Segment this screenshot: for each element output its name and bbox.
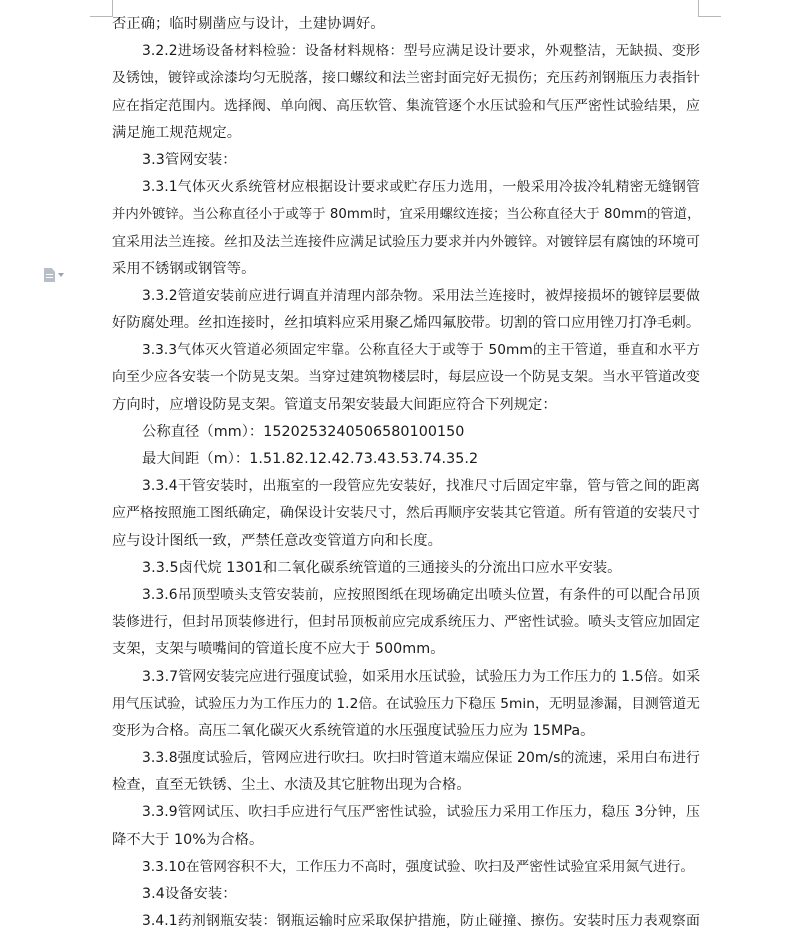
text-line: 否正确；临时剔凿应与设计，土建协调好。 bbox=[112, 16, 385, 32]
text-line: 3.3.3气体灭火管道必须固定牢靠。公称直径大于或等于 50mm的主干管道，垂直和水平方 bbox=[142, 342, 700, 359]
text-line: 好防腐处理。丝扣连接时，丝扣填料应采用聚乙烯四氟胶带。切割的管口应用锉刀打净毛刺。 bbox=[112, 315, 700, 332]
text-line: 最大间距（m）：1.51.82.12.42.73.43.53.74.35.2 bbox=[142, 451, 479, 467]
text-line: 变形为合格。高压二氧化碳灭火系统管道的水压强度试验压力应为 15MPa。 bbox=[112, 722, 595, 739]
text-line: 宜采用法兰连接。丝扣及法兰连接件应满足试验压力要求并内外镀锌。对镀锌层有腐蚀的环境可 bbox=[112, 233, 700, 250]
text-line: 3.3.4干管安装时，出瓶室的一段管应先安装好，找准尺寸后固定牢靠，管与管之间的距离 bbox=[142, 478, 700, 495]
text-line: 3.3.5卤代烷 1301和二氧化碳系统管道的三通接头的分流出口应水平安装。 bbox=[142, 559, 622, 576]
text-line: 检查，直至无铁锈、尘土、水渍及其它脏物出现为合格。 bbox=[112, 777, 471, 794]
text-line: 并内外镀锌。当公称直径小于或等于 80mm时，宜采用螺纹连接；当公称直径大于 80mm的管道， bbox=[112, 207, 700, 223]
text-line: 3.3.9管网试压、吹扫手应进行气压严密性试验，试验压力采用工作压力，稳压 3分钟，压 bbox=[142, 804, 700, 821]
text-line: 方向时，应增设防晃支架。管道支吊架安装最大间距应符合下列规定： bbox=[112, 396, 557, 413]
text-line: 用气压试验，试验压力为工作压力的 1.2倍。在试验压力下稳压 5min，无明显渗漏，目测管道无 bbox=[112, 695, 700, 712]
text-line: 3.4.1药剂钢瓶安装：钢瓶运输时应采取保护措施，防止碰撞、擦伤。安装时压力表观察面 bbox=[142, 913, 700, 930]
page-corner-mark-left bbox=[90, 0, 113, 17]
text-line: 装修进行，但封吊顶装修进行，但封吊顶板前应完成系统压力、严密性试验。喷头支管应加固定 bbox=[112, 614, 700, 631]
text-line: 满足施工规范规定。 bbox=[112, 124, 242, 141]
text-line: 3.3.1气体灭火系统管材应根据设计要求或贮存压力选用，一般采用冷拔冷轧精密无缝钢管 bbox=[142, 179, 700, 196]
text-line: 3.4设备安装： bbox=[142, 886, 237, 902]
text-line: 支架，支架与喷嘴间的管道长度不应大于 500mm。 bbox=[112, 641, 445, 658]
text-line: 3.3.10在管网容积不大，工作压力不高时，强度试验、吹扫及严密性试验宜采用氮气进行。 bbox=[142, 858, 695, 875]
text-line: 应严格按照施工图纸确定，确保设计安装尺寸，然后再顺序安装其它管道。所有管道的安装尺寸 bbox=[112, 505, 700, 522]
text-line: 3.3.8强度试验后，管网应进行吹扫。吹扫时管道末端应保证 20m/s的流速，采用白布进行 bbox=[142, 750, 700, 767]
text-line: 3.2.2进场设备材料检验：设备材料规格：型号应满足设计要求，外观整洁，无缺损、变形 bbox=[142, 43, 700, 60]
text-line: 降不大于 10%为合格。 bbox=[112, 831, 264, 848]
document-icon bbox=[44, 268, 55, 282]
paragraph-menu-button[interactable] bbox=[44, 268, 76, 282]
text-line: 3.3.7管网安装完应进行强度试验，如采用水压试验，试验压力为工作压力的 1.5倍。如采 bbox=[142, 668, 700, 685]
text-line: 应在指定范围内。选择阀、单向阀、高压软管、集流管逐个水压试验和气压严密性试验结果，应 bbox=[112, 97, 700, 114]
text-line: 向至少应各安装一个防晃支架。当穿过建筑物楼层时，每层应设一个防晃支架。当水平管道改变 bbox=[112, 369, 700, 386]
text-line: 公称直径（mm）：152025324050658010015​0 bbox=[142, 423, 465, 440]
chevron-down-icon bbox=[58, 273, 64, 277]
text-line: 3.3管网安装： bbox=[142, 151, 237, 168]
document-body bbox=[112, 11, 700, 935]
page-corner-mark-right bbox=[698, 0, 721, 17]
text-line: 3.3.2管道安装前应进行调直并清理内部杂物。采用法兰连接时，被焊接损坏的镀锌层要做 bbox=[142, 287, 700, 304]
text-line: 及锈蚀，镀锌或涂漆均匀无脱落，接口螺纹和法兰密封面完好无损伤；充压药剂钢瓶压力表指针 bbox=[112, 70, 700, 87]
text-line: 采用不锈钢或钢管等。 bbox=[112, 260, 256, 277]
text-line: 3.3.6吊顶型喷头支管安装前，应按照图纸在现场确定出喷头位置，有条件的可以配合吊顶 bbox=[142, 586, 700, 603]
text-line: 应与设计图纸一致，严禁任意改变管道方向和长度。 bbox=[112, 532, 442, 549]
